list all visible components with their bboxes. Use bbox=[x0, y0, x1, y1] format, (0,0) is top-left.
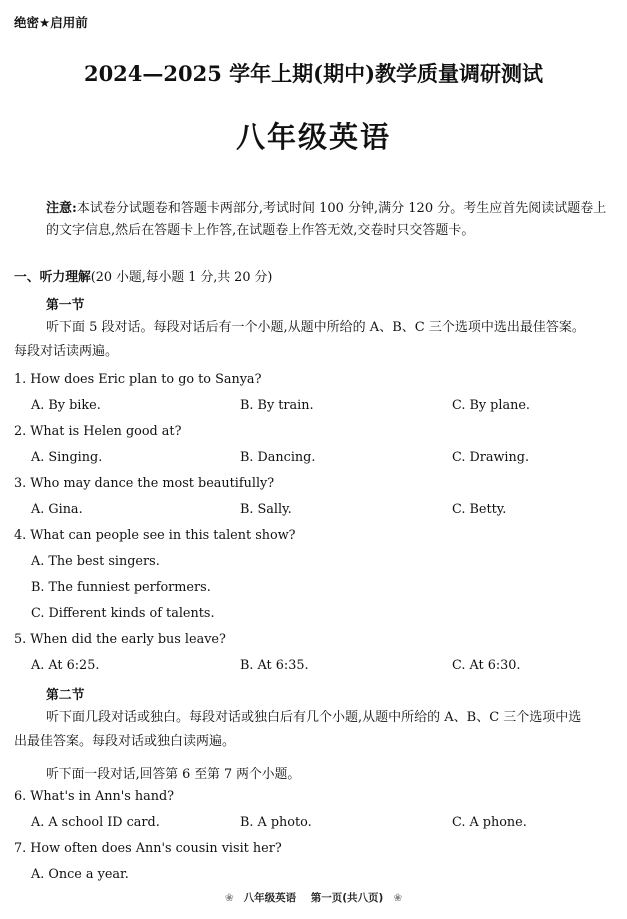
q6-option-a: A. A school ID card. bbox=[31, 815, 160, 830]
notice-label: 注意: bbox=[46, 201, 77, 216]
exam-title: 2024—2025 学年上期(期中)教学质量调研测试 bbox=[83, 61, 544, 86]
q2-option-a: A. Singing. bbox=[31, 450, 103, 465]
notice-paragraph bbox=[46, 198, 616, 242]
question-6: 6. What's in Ann's hand? bbox=[14, 789, 175, 804]
part1-instructions: 听下面 5 段对话。每段对话后有一个小题,从题中所给的 A、B、C 三个选项中选出最佳答案。每段对话读两遍。 bbox=[14, 320, 585, 359]
question-4: 4. What can people see in this talent show? bbox=[14, 528, 296, 543]
q4-option-b: B. The funniest performers. bbox=[31, 580, 211, 595]
notice-text: 本试卷分试题卷和答题卡两部分,考试时间 100 分钟,满分 120 分。考生应首先阅读试题卷上的文字信息,然后在答题卡上作答,在试题卷上作答无效,交卷时只交答题卡。 bbox=[46, 201, 607, 238]
part1-title: 第一节 bbox=[46, 298, 85, 313]
q6-option-b: B. A photo. bbox=[240, 815, 312, 830]
footer-text: 八年级英语 第一页(共八页) bbox=[243, 892, 384, 904]
q3-option-b: B. Sally. bbox=[240, 502, 292, 517]
q1-option-c: C. By plane. bbox=[452, 398, 530, 413]
q1-option-b: B. By train. bbox=[240, 398, 314, 413]
q3-option-a: A. Gina. bbox=[31, 502, 83, 517]
q5-option-a: A. At 6:25. bbox=[31, 658, 100, 673]
q6-option-c: C. A phone. bbox=[452, 815, 527, 830]
q4-option-a: A. The best singers. bbox=[31, 554, 160, 569]
part2-sub-instruction: 听下面一段对话,回答第 6 至第 7 两个小题。 bbox=[46, 767, 301, 782]
page-footer bbox=[0, 890, 627, 905]
q5-option-b: B. At 6:35. bbox=[240, 658, 309, 673]
q1-option-a: A. By bike. bbox=[31, 398, 101, 413]
question-1: 1. How does Eric plan to go to Sanya? bbox=[14, 372, 262, 387]
q7-option-a: A. Once a year. bbox=[31, 867, 129, 882]
confidential-mark: 绝密★启用前 bbox=[14, 15, 88, 30]
q3-option-c: C. Betty. bbox=[452, 502, 507, 517]
subject-title: 八年级英语 bbox=[235, 120, 391, 154]
part2-title: 第二节 bbox=[46, 688, 85, 703]
part2-instructions: 听下面几段对话或独白。每段对话或独白后有几个小题,从题中所给的 A、B、C 三个选项中选出最佳答案。每段对话或独白读两遍。 bbox=[14, 710, 582, 749]
flower-icon: ❀ bbox=[393, 892, 403, 904]
question-7: 7. How often does Ann's cousin visit her? bbox=[14, 841, 282, 856]
section-heading bbox=[14, 266, 272, 285]
section-note: (20 小题,每小题 1 分,共 20 分) bbox=[90, 270, 273, 285]
q2-option-b: B. Dancing. bbox=[240, 450, 316, 465]
q2-option-c: C. Drawing. bbox=[452, 450, 530, 465]
question-3: 3. Who may dance the most beautifully? bbox=[14, 476, 275, 491]
section-title: 一、听力理解 bbox=[14, 270, 91, 285]
question-5: 5. When did the early bus leave? bbox=[14, 632, 226, 647]
question-2: 2. What is Helen good at? bbox=[14, 424, 182, 439]
q5-option-c: C. At 6:30. bbox=[452, 658, 521, 673]
flower-icon: ❀ bbox=[224, 892, 234, 904]
q4-option-c: C. Different kinds of talents. bbox=[31, 606, 215, 621]
